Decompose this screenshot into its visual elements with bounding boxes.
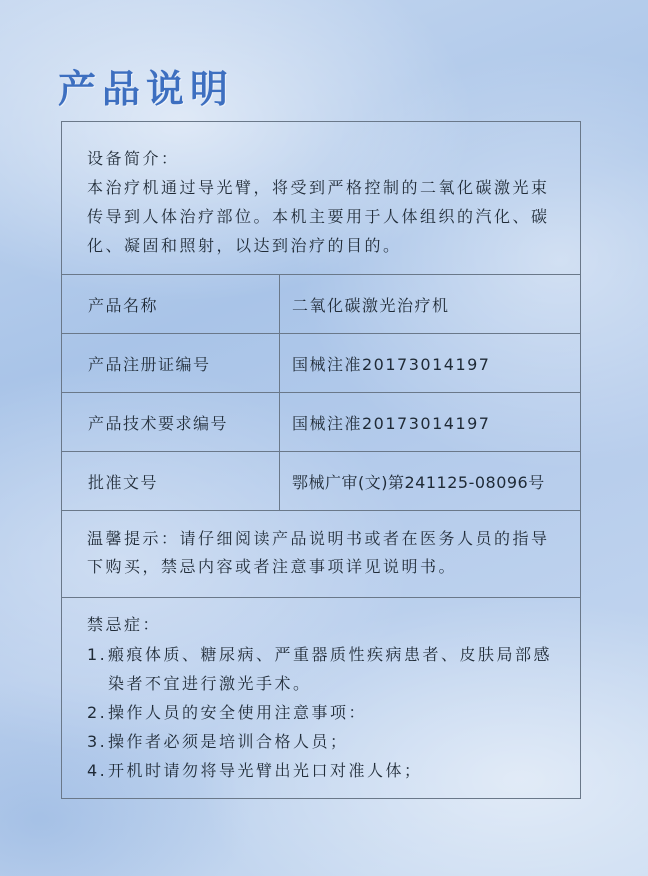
list-item xyxy=(87,640,580,698)
list-item-number: 2. xyxy=(87,703,108,722)
list-item-text: 瘢痕体质、糖尿病、严重器质性疾病患者、皮肤局部感染者不宜进行激光手术。 xyxy=(108,645,553,693)
spec-value: 国械注准20173014197 xyxy=(292,413,491,433)
contraindications-list xyxy=(87,640,580,785)
spec-row-registration-number xyxy=(62,334,580,393)
device-intro-section xyxy=(62,122,580,275)
device-intro-heading: 设备简介： xyxy=(87,149,180,168)
list-item-number: 1. xyxy=(87,645,108,664)
column-divider xyxy=(279,275,280,333)
list-item-text: 操作人员的安全使用注意事项： xyxy=(108,703,368,722)
spec-row-approval-number xyxy=(62,452,580,511)
column-divider xyxy=(279,452,280,510)
page-title: 产品说明 xyxy=(58,67,235,111)
spec-value: 国械注准20173014197 xyxy=(292,354,491,374)
contraindications-section xyxy=(62,598,580,798)
list-item-number: 3. xyxy=(87,732,108,751)
purchase-tip-text: 温馨提示：请仔细阅读产品说明书或者在医务人员的指导下购买，禁忌内容或者注意事项详见说明书。 xyxy=(87,529,550,576)
spec-key: 批准文号 xyxy=(88,472,159,492)
list-item xyxy=(87,727,580,756)
spec-row-technical-requirement-number xyxy=(62,393,580,452)
list-item-text: 操作者必须是培训合格人员； xyxy=(108,732,349,751)
list-item xyxy=(87,698,580,727)
list-item-number: 4. xyxy=(87,761,108,780)
spec-row-product-name xyxy=(62,275,580,334)
column-divider xyxy=(279,334,280,392)
column-divider xyxy=(279,393,280,451)
purchase-tip xyxy=(62,511,580,598)
product-info-card xyxy=(61,121,581,799)
spec-key: 产品名称 xyxy=(88,295,159,315)
device-intro-text: 本治疗机通过导光臂，将受到严格控制的二氧化碳激光束传导到人体治疗部位。本机主要用于人体组织的汽化、碳化、凝固和照射，以达到治疗的目的。 xyxy=(87,178,550,255)
spec-value: 鄂械广审(文)第241125-08096号 xyxy=(292,472,545,492)
contraindications-heading: 禁忌症： xyxy=(87,615,162,634)
list-item xyxy=(87,756,580,785)
spec-key: 产品注册证编号 xyxy=(88,354,211,374)
spec-value: 二氧化碳激光治疗机 xyxy=(292,295,450,315)
list-item-text: 开机时请勿将导光臂出光口对准人体； xyxy=(108,761,423,780)
spec-key: 产品技术要求编号 xyxy=(88,413,229,433)
